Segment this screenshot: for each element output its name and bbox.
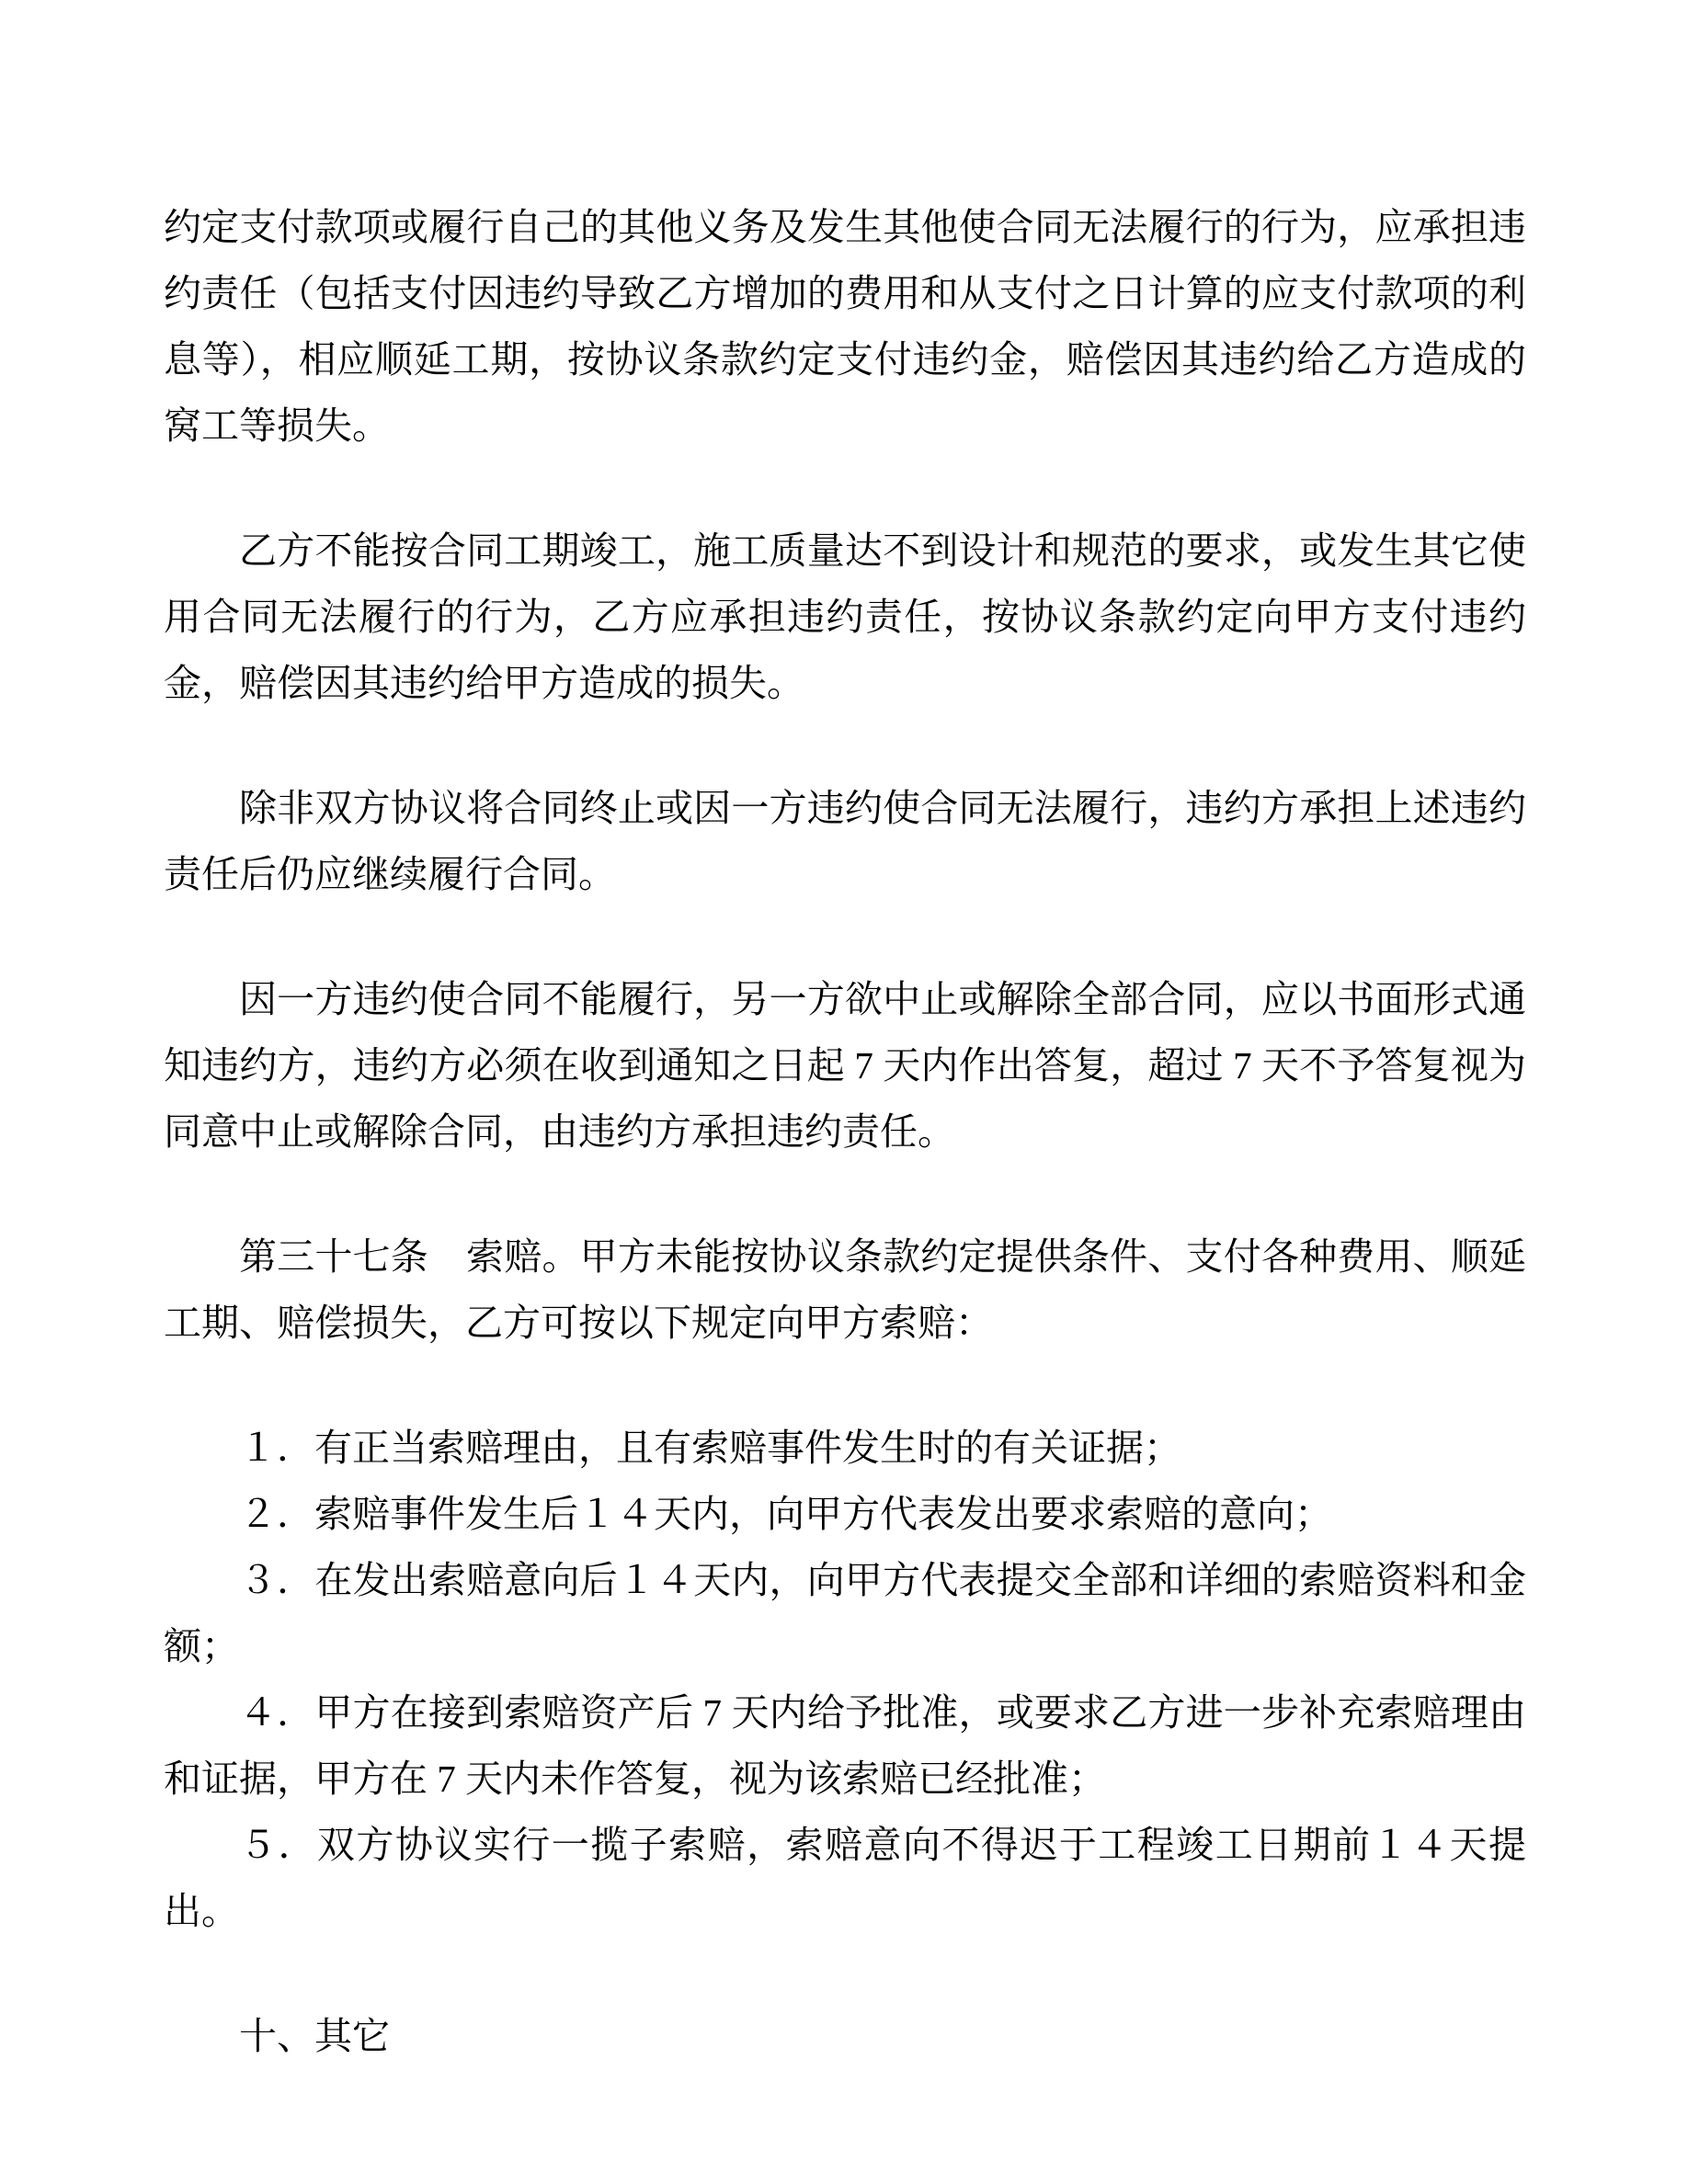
paragraph-article-37-claims: 第三十七条 索赔。甲方未能按协议条款约定提供条件、支付各种费用、顺延工期、赔偿损失，乙方可按以下规定向甲方索赔： xyxy=(164,1235,1526,1344)
claim-item-4: ４．甲方在接到索赔资产后 7 天内给予批准，或要求乙方进一步补充索赔理由和证据，甲方在 7 天内未作答复，视为该索赔已经批准； xyxy=(164,1691,1526,1800)
paragraph-party-b-breach: 乙方不能按合同工期竣工，施工质量达不到设计和规范的要求，或发生其它使用合同无法履行的行为，乙方应承担违约责任，按协议条款约定向甲方支付违约金，赔偿因其违约给甲方造成的损失。 xyxy=(164,529,1526,704)
claim-item-5: ５．双方协议实行一揽子索赔，索赔意向不得迟于工程竣工日期前１４天提出。 xyxy=(164,1824,1526,1932)
paragraph-termination-notice: 因一方违约使合同不能履行，另一方欲中止或解除全部合同，应以书面形式通知违约方，违约方必须在收到通知之日起 7 天内作出答复，超过 7 天不予答复视为同意中止或解除合同，由违约方承担违约责任。 xyxy=(164,978,1526,1153)
paragraph-continue-performance: 除非双方协议将合同终止或因一方违约使合同无法履行，违约方承担上述违约责任后仍应继续履行合同。 xyxy=(164,787,1526,895)
paragraph-breach-continuation: 约定支付款项或履行自己的其他义务及发生其他使合同无法履行的行为，应承担违约责任（包括支付因违约导致乙方增加的费用和从支付之日计算的应支付款项的利息等），相应顺延工期，按协议条款约定支付违约金，赔偿因其违约给乙方造成的窝工等损失。 xyxy=(164,206,1526,447)
claim-item-2: ２．索赔事件发生后１４天内，向甲方代表发出要求索赔的意向； xyxy=(239,1493,1332,1535)
claim-conditions-list xyxy=(164,1415,1526,1944)
claim-item-1: １．有正当索赔理由，且有索赔事件发生时的有关证据； xyxy=(239,1427,1181,1469)
section-heading-others: 十、其它 xyxy=(239,2015,390,2057)
claim-item-3: ３．在发出索赔意向后１４天内，向甲方代表提交全部和详细的索赔资料和金额； xyxy=(164,1559,1526,1667)
